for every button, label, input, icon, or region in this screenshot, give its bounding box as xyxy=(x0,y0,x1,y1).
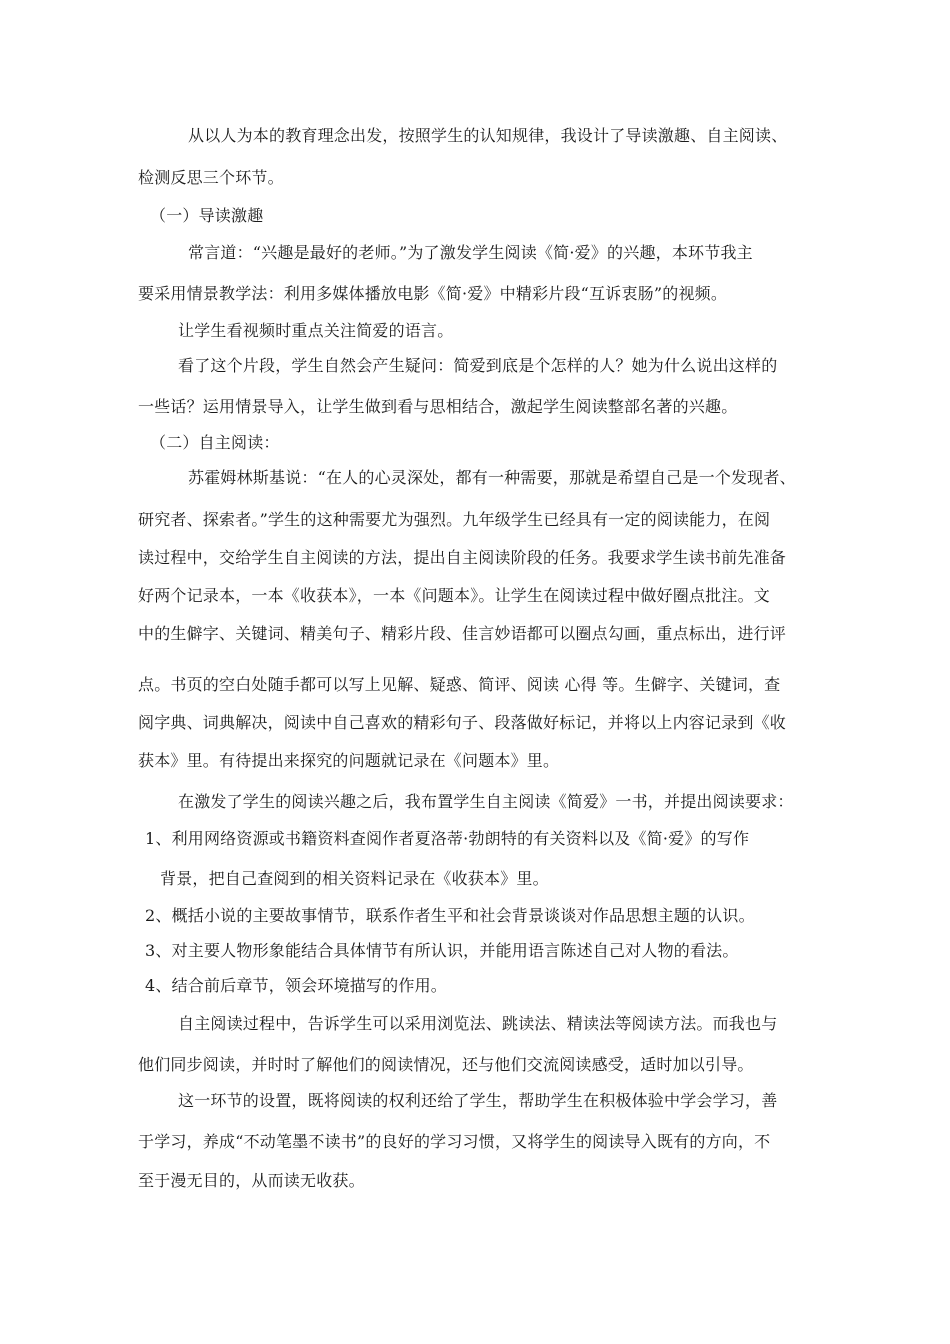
paragraph-line: 读过程中，交给学生自主阅读的方法，提出自主阅读阶段的任务。我要求学生读书前先准备 xyxy=(138,548,787,567)
paragraph-line: 这一环节的设置，既将阅读的权利还给了学生，帮助学生在积极体验中学会学习，善 xyxy=(178,1091,778,1110)
list-item-3: 3、对主要人物形象能结合具体情节有所认识，并能用语言陈述自己对人物的看法。 xyxy=(145,941,739,960)
paragraph-line: 好两个记录本，一本《收获本》，一本《问题本》。让学生在阅读过程中做好圈点批注。文 xyxy=(138,586,771,605)
section-heading-2: （二）自主阅读： xyxy=(150,433,280,452)
paragraph-line: 至于漫无目的，从而读无收获。 xyxy=(138,1171,365,1190)
paragraph-line: 看了这个片段，学生自然会产生疑问：简爱到底是个怎样的人？她为什么说出这样的 xyxy=(178,356,778,375)
paragraph-line: 中的生僻字、关键词、精美句子、精彩片段、佳言妙语都可以圈点勾画，重点标出，进行评 xyxy=(138,624,787,643)
list-item-1-line-1: 1、利用网络资源或书籍资料查阅作者夏洛蒂·勃朗特的有关资料以及《简·爱》的写作 xyxy=(145,829,750,848)
paragraph-line: 点。书页的空白处随手都可以写上见解、疑惑、简评、阅读 心得 等。生僻字、关键词，查 xyxy=(138,675,781,694)
paragraph-line: 常言道：“兴趣是最好的老师。”为了激发学生阅读《简·爱》的兴趣，本环节我主 xyxy=(188,243,753,262)
intro-line-2: 检测反思三个环节。 xyxy=(138,168,284,187)
list-item-4: 4、结合前后章节，领会环境描写的作用。 xyxy=(145,976,447,995)
paragraph-line: 获本》里。有待提出来探究的问题就记录在《问题本》里。 xyxy=(138,751,560,770)
section-heading-1: （一）导读激趣 xyxy=(150,206,264,225)
paragraph-line: 研究者、探索者。”学生的这种需要尤为强烈。九年级学生已经具有一定的阅读能力，在阅 xyxy=(138,510,771,529)
paragraph-line: 自主阅读过程中，告诉学生可以采用浏览法、跳读法、精读法等阅读方法。而我也与 xyxy=(178,1014,778,1033)
paragraph-line: 要采用情景教学法：利用多媒体播放电影《简·爱》中精彩片段“互诉衷肠”的视频。 xyxy=(138,284,728,303)
paragraph-line: 在激发了学生的阅读兴趣之后，我布置学生自主阅读《简爱》一书，并提出阅读要求： xyxy=(178,792,794,811)
paragraph-line: 让学生看视频时重点关注简爱的语言。 xyxy=(178,321,454,340)
intro-line-1: 从以人为本的教育理念出发，按照学生的认知规律，我设计了导读激趣、自主阅读、 xyxy=(188,126,788,145)
paragraph-line: 一些话？运用情景导入，让学生做到看与思相结合，激起学生阅读整部名著的兴趣。 xyxy=(138,397,738,416)
paragraph-line: 苏霍姆林斯基说：“在人的心灵深处，都有一种需要，那就是希望自己是一个发现者、 xyxy=(188,468,796,487)
list-item-2: 2、概括小说的主要故事情节，联系作者生平和社会背景谈谈对作品思想主题的认识。 xyxy=(145,906,755,925)
list-item-1-line-2: 背景，把自己查阅到的相关资料记录在《收获本》里。 xyxy=(160,869,549,888)
paragraph-line: 他们同步阅读，并时时了解他们的阅读情况，还与他们交流阅读感受，适时加以引导。 xyxy=(138,1055,754,1074)
paragraph-line: 阅字典、词典解决，阅读中自己喜欢的精彩句子、段落做好标记，并将以上内容记录到《收 xyxy=(138,713,787,732)
paragraph-line: 于学习，养成“不动笔墨不读书”的良好的学习习惯，又将学生的阅读导入既有的方向，不 xyxy=(138,1132,771,1151)
